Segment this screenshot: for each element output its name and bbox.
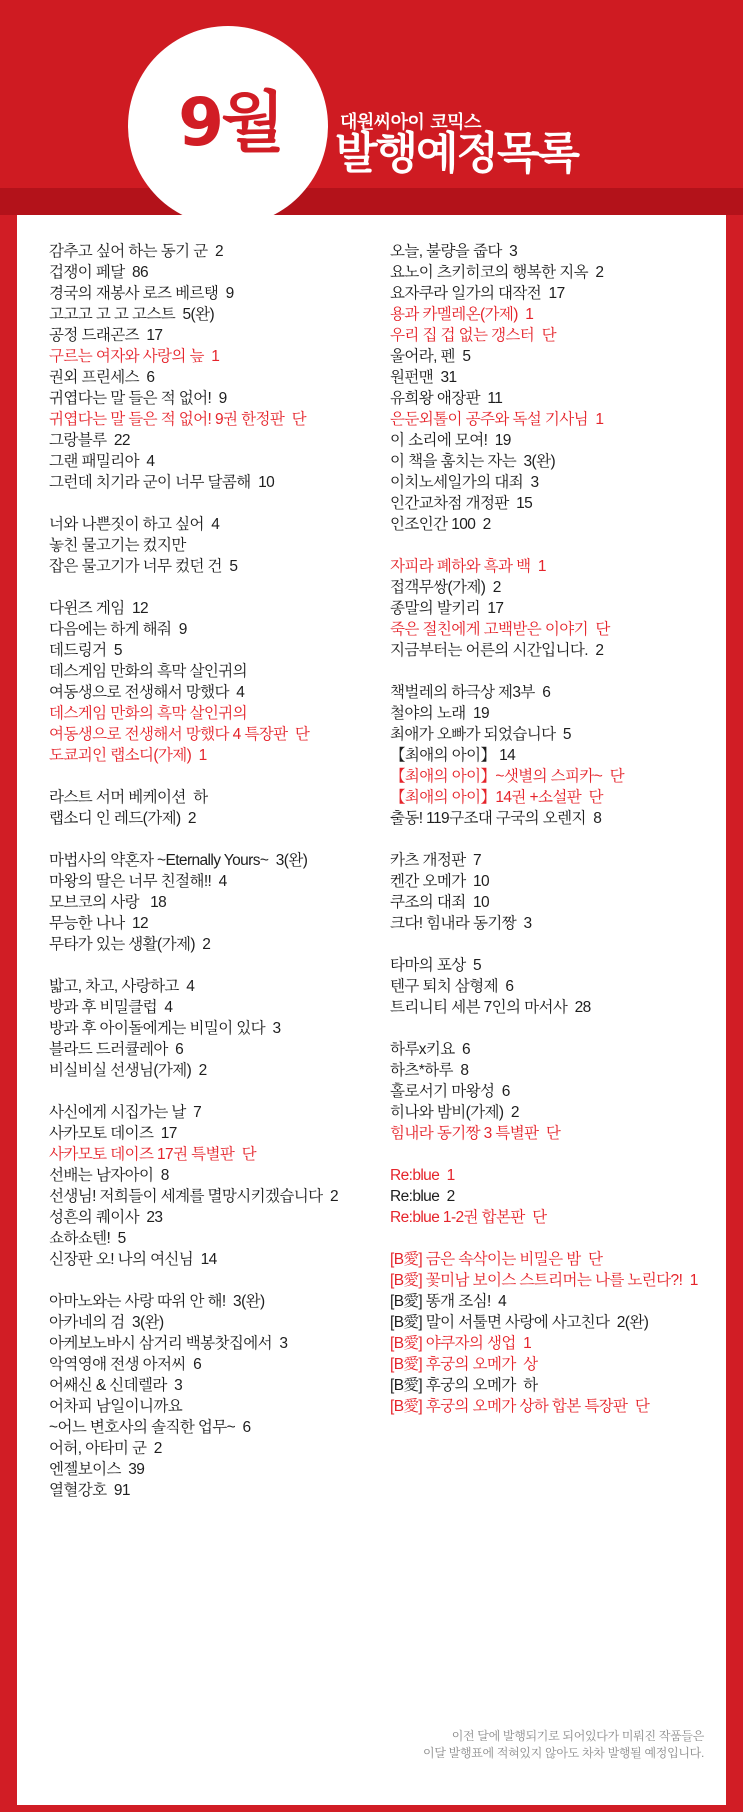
title-entry-highlight: [B愛] 금은 속삭이는 비밀은 밤 단: [390, 1251, 603, 1268]
title-entry: 원펀맨 31: [390, 369, 457, 386]
title-entry: 울어라, 펜 5: [390, 348, 471, 365]
title-group: [390, 850, 725, 934]
title-entry: 성흔의 퀘이사 23: [49, 1209, 163, 1226]
title-entry: 데드링거 5: [49, 642, 122, 659]
title-entry: 종말의 발키리 17: [390, 600, 504, 617]
title-entry-highlight: 【최애의 아이】~샛별의 스피카~ 단: [390, 768, 625, 785]
left-column: [49, 241, 369, 1522]
title-entry: 인간교차점 개정판 15: [390, 495, 533, 512]
title-entry-highlight: 구르는 여자와 사랑의 늪 1: [49, 348, 220, 365]
title-entry: 여동생으로 전생해서 망했다 4: [49, 684, 245, 701]
title-entry-highlight: 자피라 폐하와 흑과 백 1: [390, 558, 546, 575]
title-entry-highlight: [B愛] 후궁의 오메가 상하 합본 특장판 단: [390, 1398, 650, 1415]
title-entry: 트리니티 세븐 7인의 마서사 28: [390, 999, 591, 1016]
title-entry: 라스트 서머 베케이션 하: [49, 789, 208, 806]
title-entry: 열혈강호 91: [49, 1482, 130, 1499]
title-entry: 고고고 고 고 고스트 5(완): [49, 306, 215, 323]
title-group: [49, 976, 369, 1081]
title-group: [390, 955, 725, 1018]
title-entry-highlight: Re:blue 1-2권 합본판 단: [390, 1209, 547, 1226]
title-entry: [B愛] 똥개 조심! 4: [390, 1293, 507, 1310]
title-entry-highlight: [B愛] 야쿠자의 생업 1: [390, 1335, 532, 1352]
title-entry: 공정 드래곤즈 17: [49, 327, 163, 344]
title-entry: 아카네의 검 3(완): [49, 1314, 164, 1331]
title-entry: 아마노와는 사랑 따위 안 해! 3(완): [49, 1293, 265, 1310]
publisher-name: 대원씨아이 코믹스: [340, 112, 481, 133]
title-entry: 감추고 싶어 하는 동기 군 2: [49, 243, 223, 260]
title-entry-highlight: Re:blue 1: [390, 1167, 455, 1184]
title-entry: 히나와 밤비(가제) 2: [390, 1104, 519, 1121]
title-entry: 그랜 패밀리아 4: [49, 453, 155, 470]
title-entry: 권외 프린세스 6: [49, 369, 155, 386]
title-entry: 쿠조의 대죄 10: [390, 894, 490, 911]
title-group: [390, 556, 725, 661]
title-entry: 하루x키요 6: [390, 1041, 471, 1058]
title-entry: 이치노세일가의 대죄 3: [390, 474, 539, 491]
header-stripe: [0, 188, 743, 215]
title-entry: 신장판 오! 나의 여신님 14: [49, 1251, 217, 1268]
title-entry: 선배는 남자아이 8: [49, 1167, 169, 1184]
title-entry: 크다! 힘내라 동기짱 3: [390, 915, 532, 932]
title-entry-highlight: 도쿄괴인 랩소디(가제) 1: [49, 747, 207, 764]
title-entry: 어쌔신 & 신데렐라 3: [49, 1377, 183, 1394]
title-entry: 데스게임 만화의 흑막 살인귀의: [49, 663, 247, 680]
page-title: 발행예정목록: [335, 128, 579, 179]
title-entry: 철야의 노래 19: [390, 705, 490, 722]
title-entry-highlight: [B愛] 후궁의 오메가 상: [390, 1356, 538, 1373]
title-entry: 오늘, 불량을 줍다 3: [390, 243, 518, 260]
title-entry: 어허, 아타미 군 2: [49, 1440, 162, 1457]
title-group: [49, 241, 369, 493]
release-list-panel: [17, 215, 726, 1805]
title-entry-highlight: 우리 집 겁 없는 갱스터 단: [390, 327, 556, 344]
title-group: [49, 850, 369, 955]
title-group: [390, 682, 725, 829]
title-entry-highlight: 용과 카멜레온(가제) 1: [390, 306, 534, 323]
title-entry: 엔젤보이스 39: [49, 1461, 145, 1478]
title-entry: 접객무쌍(가제) 2: [390, 579, 501, 596]
title-entry-highlight: 은둔외톨이 공주와 독설 기사님 1: [390, 411, 604, 428]
title-entry: 랩소디 인 레드(가제) 2: [49, 810, 196, 827]
title-group: [390, 241, 725, 535]
title-entry: 출동! 119구조대 구국의 오렌지 8: [390, 810, 602, 827]
title-entry: 홀로서기 마왕성 6: [390, 1083, 510, 1100]
title-entry: 이 소리에 모여! 19: [390, 432, 511, 449]
title-entry: 최애가 오빠가 되었습니다 5: [390, 726, 571, 743]
title-entry: [B愛] 후궁의 오메가 하: [390, 1377, 538, 1394]
title-group: [49, 1291, 369, 1501]
title-entry: 모브코의 사랑 18: [49, 894, 167, 911]
title-entry: 무능한 나나 12: [49, 915, 149, 932]
title-entry: 다음에는 하게 해줘 9: [49, 621, 187, 638]
title-group: [49, 514, 369, 577]
title-entry: 켄간 오메가 10: [390, 873, 490, 890]
title-entry-highlight: 죽은 절친에게 고백받은 이야기 단: [390, 621, 610, 638]
title-entry: 아케보노바시 삼거리 백봉찻집에서 3: [49, 1335, 288, 1352]
title-entry: 마왕의 딸은 너무 친절해!! 4: [49, 873, 227, 890]
title-entry: 쇼하쇼텐! 5: [49, 1230, 126, 1247]
title-entry: 【최애의 아이】 14: [390, 747, 516, 764]
title-entry-highlight: 여동생으로 전생해서 망했다 4 특장판 단: [49, 726, 310, 743]
title-entry: 유희왕 애장판 11: [390, 390, 503, 407]
title-group: [49, 787, 369, 829]
title-entry: 선생님! 저희들이 세계를 멸망시키겠습니다 2: [49, 1188, 338, 1205]
title-entry: 그랑블루 22: [49, 432, 130, 449]
title-entry: 지금부터는 어른의 시간입니다. 2: [390, 642, 604, 659]
title-entry: 무타가 있는 생활(가제) 2: [49, 936, 211, 953]
title-entry: 텐구 퇴치 삼형제 6: [390, 978, 514, 995]
title-entry: 방과 후 비밀클럽 4: [49, 999, 173, 1016]
month-label: 9월: [178, 84, 282, 161]
title-group: [49, 598, 369, 766]
title-entry: 블라드 드러큘레아 6: [49, 1041, 184, 1058]
title-entry: 귀엽다는 말 들은 적 없어! 9: [49, 390, 227, 407]
title-entry: 잡은 물고기가 너무 컸던 건 5: [49, 558, 238, 575]
title-entry: 악역영애 전생 아저씨 6: [49, 1356, 202, 1373]
title-entry: 다윈즈 게임 12: [49, 600, 149, 617]
title-entry: 이 책을 훔치는 자는 3(완): [390, 453, 556, 470]
title-group: [49, 1102, 369, 1270]
title-entry-highlight: 【최애의 아이】14권 +소설판 단: [390, 789, 603, 806]
title-entry: 인조인간 100 2: [390, 516, 491, 533]
title-entry: 그런데 치기라 군이 너무 달콤해 10: [49, 474, 275, 491]
title-entry: 겁쟁이 페달 86: [49, 264, 149, 281]
title-group: [390, 1039, 725, 1144]
footnote: [423, 1728, 704, 1762]
header-banner: [0, 0, 743, 215]
title-entry: 경국의 재봉사 로즈 베르탱 9: [49, 285, 234, 302]
title-entry: [B愛] 말이 서툴면 사랑에 사고친다 2(완): [390, 1314, 649, 1331]
title-entry: 타마의 포상 5: [390, 957, 482, 974]
title-group: [390, 1165, 725, 1228]
right-column: [390, 241, 725, 1438]
footnote-line-2: 이달 발행표에 적혀있지 않아도 차차 발행될 예정입니다.: [423, 1746, 704, 1760]
title-entry: 놓친 물고기는 컸지만: [49, 537, 186, 554]
title-entry: 방과 후 아이돌에게는 비밀이 있다 3: [49, 1020, 281, 1037]
title-entry: ~어느 변호사의 솔직한 업무~ 6: [49, 1419, 251, 1436]
title-group: [390, 1249, 725, 1417]
title-entry-highlight: 귀엽다는 말 들은 적 없어! 9권 한정판 단: [49, 411, 306, 428]
title-entry: 요자쿠라 일가의 대작전 17: [390, 285, 565, 302]
title-entry: 어차피 남일이니까요: [49, 1398, 183, 1415]
title-entry: 사신에게 시집가는 날 7: [49, 1104, 202, 1121]
title-entry: 비실비실 선생님(가제) 2: [49, 1062, 207, 1079]
title-entry: Re:blue 2: [390, 1188, 455, 1205]
title-entry: 너와 나쁜짓이 하고 싶어 4: [49, 516, 220, 533]
title-entry-highlight: 힘내라 동기짱 3 특별판 단: [390, 1125, 561, 1142]
title-entry: 요노이 츠키히코의 행복한 지옥 2: [390, 264, 604, 281]
footnote-line-1: 이전 달에 발행되기로 되어있다가 미뤄진 작품들은: [451, 1729, 704, 1743]
title-entry-highlight: 데스게임 만화의 흑막 살인귀의: [49, 705, 247, 722]
title-entry: 밟고, 차고, 사랑하고 4: [49, 978, 195, 995]
title-entry: 마법사의 약혼자 ~Eternally Yours~ 3(완): [49, 852, 308, 869]
title-entry-highlight: 사카모토 데이즈 17권 특별판 단: [49, 1146, 257, 1163]
title-entry-highlight: [B愛] 꽃미남 보이스 스트리머는 나를 노린다?! 1: [390, 1272, 698, 1289]
title-entry: 카츠 개정판 7: [390, 852, 482, 869]
title-entry: 책벌레의 하극상 제3부 6: [390, 684, 551, 701]
title-entry: 사카모토 데이즈 17: [49, 1125, 177, 1142]
title-entry: 하츠*하루 8: [390, 1062, 469, 1079]
